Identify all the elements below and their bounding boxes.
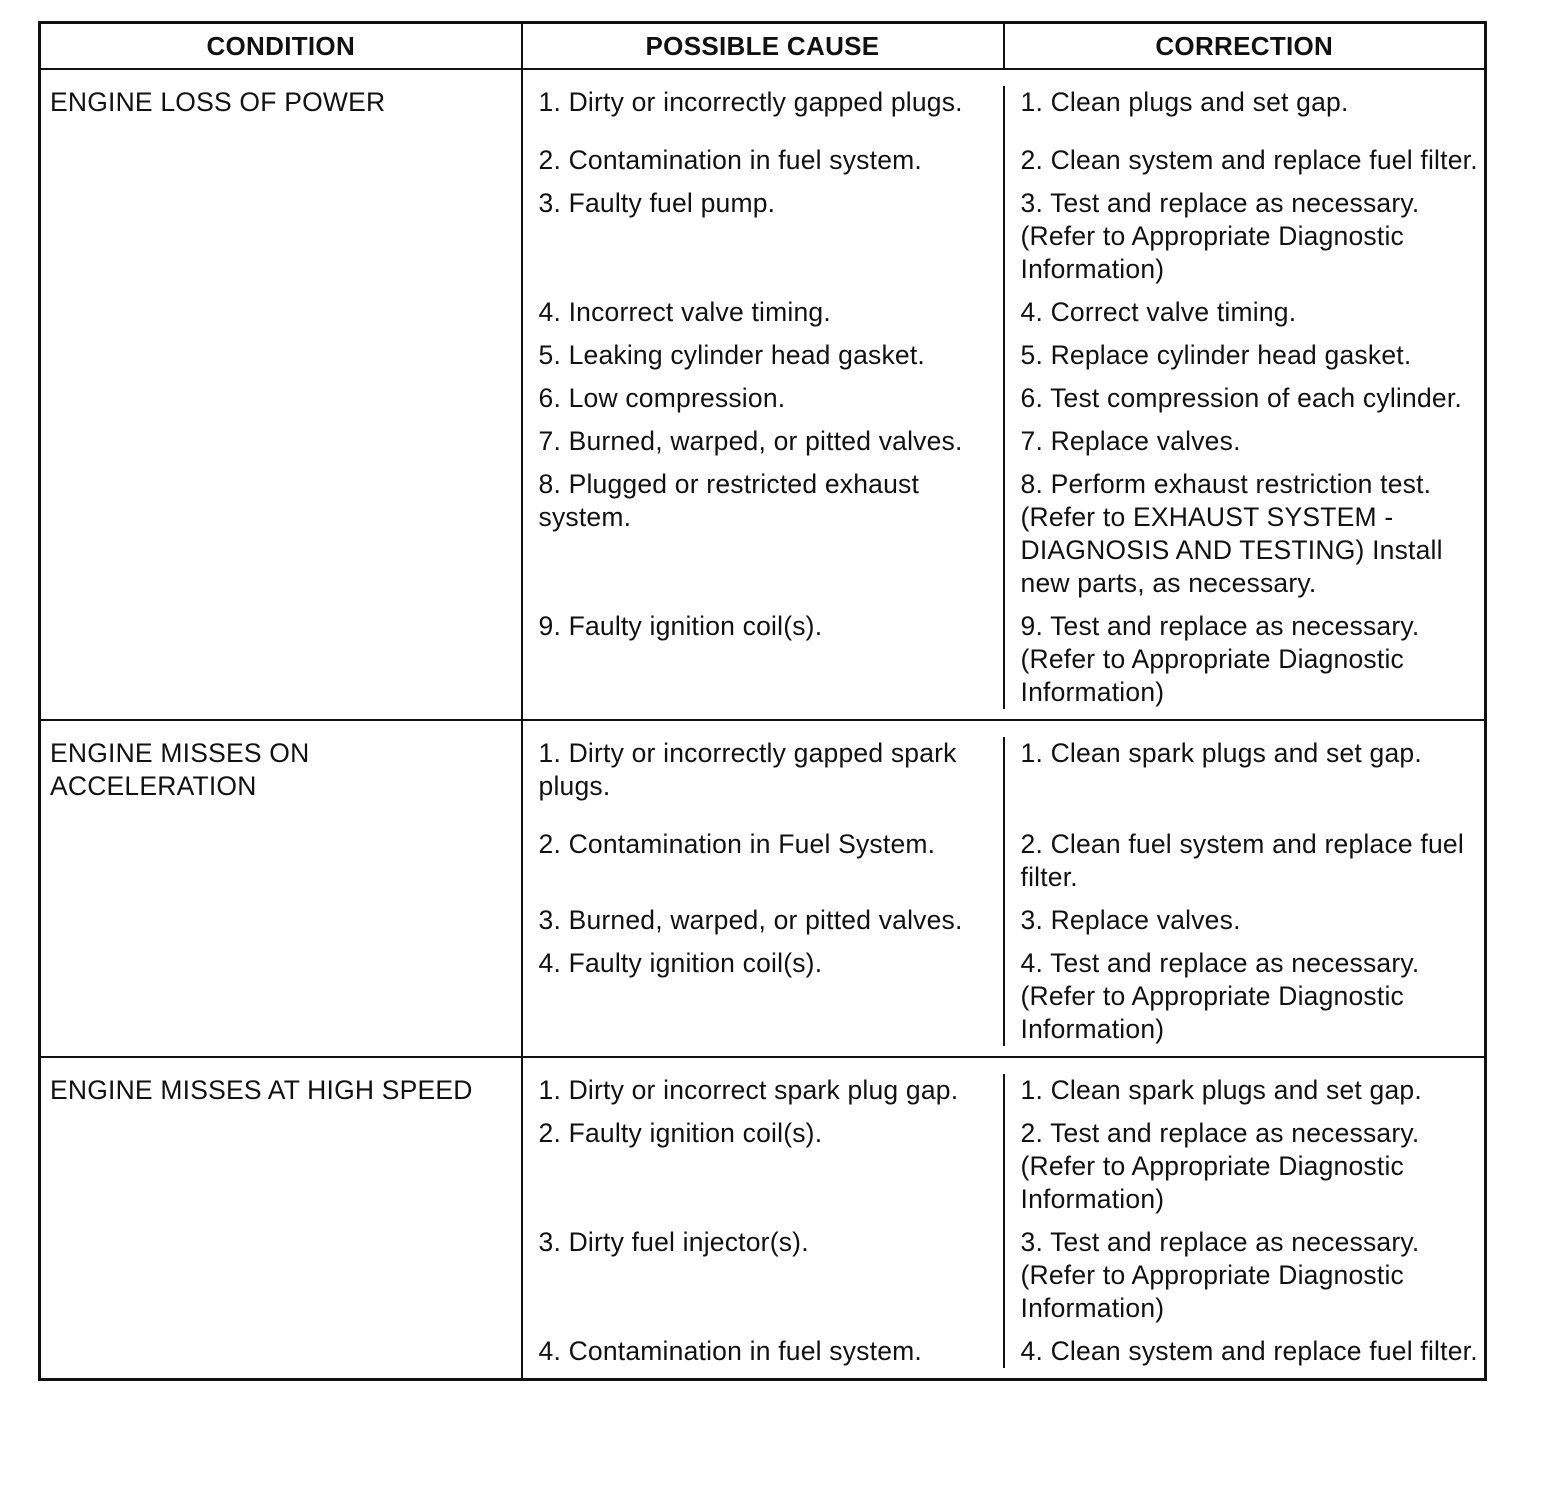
- cause-correction-pair: [523, 187, 1487, 296]
- possible-cause-text: 4. Contamination in fuel system.: [523, 1335, 1005, 1368]
- cause-correction-pair: [523, 1117, 1487, 1226]
- cause-correction-pair: [523, 144, 1487, 187]
- correction-text: 8. Perform exhaust restriction test. (Refer to EXHAUST SYSTEM - DIAGNOSIS AND TESTING) Install new parts, as necessary.: [1020, 469, 1443, 598]
- correction-text: 1. Clean spark plugs and set gap.: [1020, 1075, 1422, 1105]
- possible-cause-text: 3. Burned, warped, or pitted valves.: [523, 904, 1005, 947]
- condition-cell: ENGINE MISSES ON ACCELERATION: [40, 720, 522, 1057]
- condition-cell: ENGINE LOSS OF POWER: [40, 69, 522, 720]
- possible-cause-text: 2. Contamination in fuel system.: [523, 144, 1005, 187]
- cause-correction-pair: [523, 1335, 1487, 1368]
- cause-correction-pair: [523, 1074, 1487, 1117]
- diagnosis-table: [38, 21, 1487, 1381]
- table-row: [40, 720, 1486, 1057]
- possible-cause-text: 1. Dirty or incorrect spark plug gap.: [523, 1074, 1005, 1117]
- cause-correction-pair: [523, 1226, 1487, 1335]
- correction-text: 1. Clean plugs and set gap.: [1020, 87, 1349, 117]
- cause-correction-pair: [523, 382, 1487, 425]
- possible-cause-text: 7. Burned, warped, or pitted valves.: [523, 425, 1005, 468]
- correction-text: 2. Test and replace as necessary. (Refer to Appropriate Diagnostic Information): [1020, 1118, 1420, 1214]
- cause-correction-pair: [523, 828, 1487, 904]
- correction-text: 6. Test compression of each cylinder.: [1020, 383, 1462, 413]
- header-possible-cause: POSSIBLE CAUSE: [522, 23, 1004, 70]
- possible-cause-text: 8. Plugged or restricted exhaust system.: [523, 468, 1005, 610]
- possible-cause-text: 9. Faulty ignition coil(s).: [523, 610, 1005, 709]
- header-condition: CONDITION: [40, 23, 522, 70]
- cause-correction-pair: [523, 610, 1487, 709]
- cause-correction-cell: [522, 69, 1486, 720]
- possible-cause-text: 4. Faulty ignition coil(s).: [523, 947, 1005, 1046]
- possible-cause-text: 4. Incorrect valve timing.: [523, 296, 1005, 339]
- correction-text: 1. Clean spark plugs and set gap.: [1020, 738, 1422, 768]
- cause-correction-pair: [523, 296, 1487, 339]
- correction-text: 3. Replace valves.: [1020, 905, 1241, 935]
- header-correction: CORRECTION: [1004, 23, 1486, 70]
- table-body: [40, 69, 1486, 1380]
- correction-text: 9. Test and replace as necessary. (Refer to Appropriate Diagnostic Information): [1020, 611, 1420, 707]
- correction-text: 3. Test and replace as necessary. (Refer to Appropriate Diagnostic Information): [1020, 1227, 1420, 1323]
- correction-text: 5. Replace cylinder head gasket.: [1020, 340, 1412, 370]
- correction-text: 2. Clean fuel system and replace fuel filter.: [1020, 829, 1464, 892]
- possible-cause-text: 3. Faulty fuel pump.: [523, 187, 1005, 296]
- table-row: [40, 1057, 1486, 1380]
- possible-cause-text: 1. Dirty or incorrectly gapped spark plugs.: [523, 737, 1005, 828]
- diagnosis-table-sheet: [38, 21, 1484, 1381]
- correction-text: 4. Test and replace as necessary. (Refer to Appropriate Diagnostic Information): [1020, 948, 1420, 1044]
- possible-cause-text: 3. Dirty fuel injector(s).: [523, 1226, 1005, 1335]
- correction-text: 7. Replace valves.: [1020, 426, 1241, 456]
- cause-correction-pair: [523, 86, 1487, 144]
- possible-cause-text: 1. Dirty or incorrectly gapped plugs.: [523, 86, 1005, 144]
- possible-cause-text: 6. Low compression.: [523, 382, 1005, 425]
- correction-text: 4. Clean system and replace fuel filter.: [1020, 1336, 1478, 1366]
- header-row: [40, 23, 1486, 70]
- condition-cell: ENGINE MISSES AT HIGH SPEED: [40, 1057, 522, 1380]
- correction-text: 4. Correct valve timing.: [1020, 297, 1297, 327]
- possible-cause-text: 2. Faulty ignition coil(s).: [523, 1117, 1005, 1226]
- possible-cause-text: 2. Contamination in Fuel System.: [523, 828, 1005, 904]
- cause-correction-pair: [523, 904, 1487, 947]
- correction-text: 2. Clean system and replace fuel filter.: [1020, 145, 1478, 175]
- cause-correction-cell: [522, 1057, 1486, 1380]
- cause-correction-pair: [523, 425, 1487, 468]
- cause-correction-pair: [523, 468, 1487, 610]
- table-row: [40, 69, 1486, 720]
- cause-correction-pair: [523, 947, 1487, 1046]
- cause-correction-pair: [523, 737, 1487, 828]
- cause-correction-pair: [523, 339, 1487, 382]
- cause-correction-cell: [522, 720, 1486, 1057]
- possible-cause-text: 5. Leaking cylinder head gasket.: [523, 339, 1005, 382]
- correction-text: 3. Test and replace as necessary. (Refer to Appropriate Diagnostic Information): [1020, 188, 1420, 284]
